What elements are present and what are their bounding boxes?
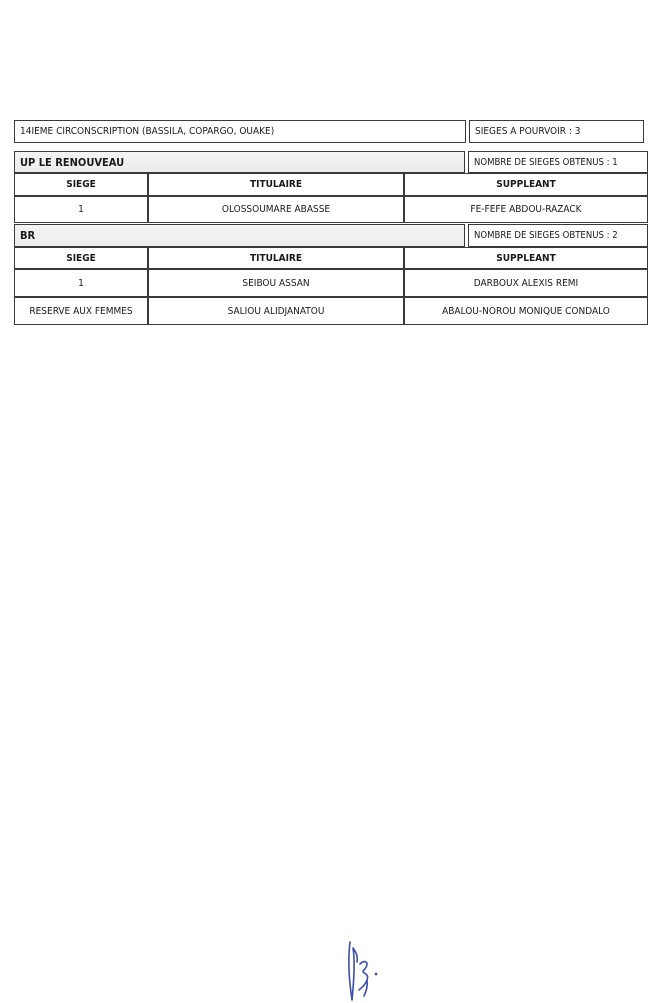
siege-cell: 1 xyxy=(14,269,148,297)
suppleant-cell: FE-FEFE ABDOU-RAZACK xyxy=(404,196,648,223)
suppleant-cell: ABALOU-NOROU MONIQUE CONDALO xyxy=(404,297,648,325)
col-suppleant: SUPPLEANT xyxy=(404,247,648,269)
circonscription-header xyxy=(14,120,644,143)
col-siege: SIEGE xyxy=(14,247,148,269)
table-row xyxy=(14,196,648,223)
siege-cell: 1 xyxy=(14,196,148,223)
table-row xyxy=(14,269,648,297)
titulaire-cell: SEIBOU ASSAN xyxy=(148,269,404,297)
titulaire-cell: OLOSSOUMARE ABASSE xyxy=(148,196,404,223)
seats-obtained: NOMBRE DE SIEGES OBTENUS : 1 xyxy=(468,151,648,173)
party-header-up-le-renouveau xyxy=(14,151,648,173)
party-header-br xyxy=(14,224,648,247)
party-name: UP LE RENOUVEAU xyxy=(14,151,465,173)
circonscription-title: 14IEME CIRCONSCRIPTION (BASSILA, COPARGO, OUAKE) xyxy=(14,120,466,143)
col-titulaire: TITULAIRE xyxy=(148,247,404,269)
titulaire-cell: SALIOU ALIDJANATOU xyxy=(148,297,404,325)
column-header-row xyxy=(14,173,648,196)
signature-initials xyxy=(336,940,386,1002)
seats-to-fill: SIEGES A POURVOIR : 3 xyxy=(469,120,644,143)
col-siege: SIEGE xyxy=(14,173,148,196)
suppleant-cell: DARBOUX ALEXIS REMI xyxy=(404,269,648,297)
party-name: BR xyxy=(14,224,465,247)
siege-cell: RESERVE AUX FEMMES xyxy=(14,297,148,325)
col-titulaire: TITULAIRE xyxy=(148,173,404,196)
col-suppleant: SUPPLEANT xyxy=(404,173,648,196)
table-row xyxy=(14,297,648,325)
column-header-row xyxy=(14,247,648,269)
seats-obtained: NOMBRE DE SIEGES OBTENUS : 2 xyxy=(468,224,648,247)
